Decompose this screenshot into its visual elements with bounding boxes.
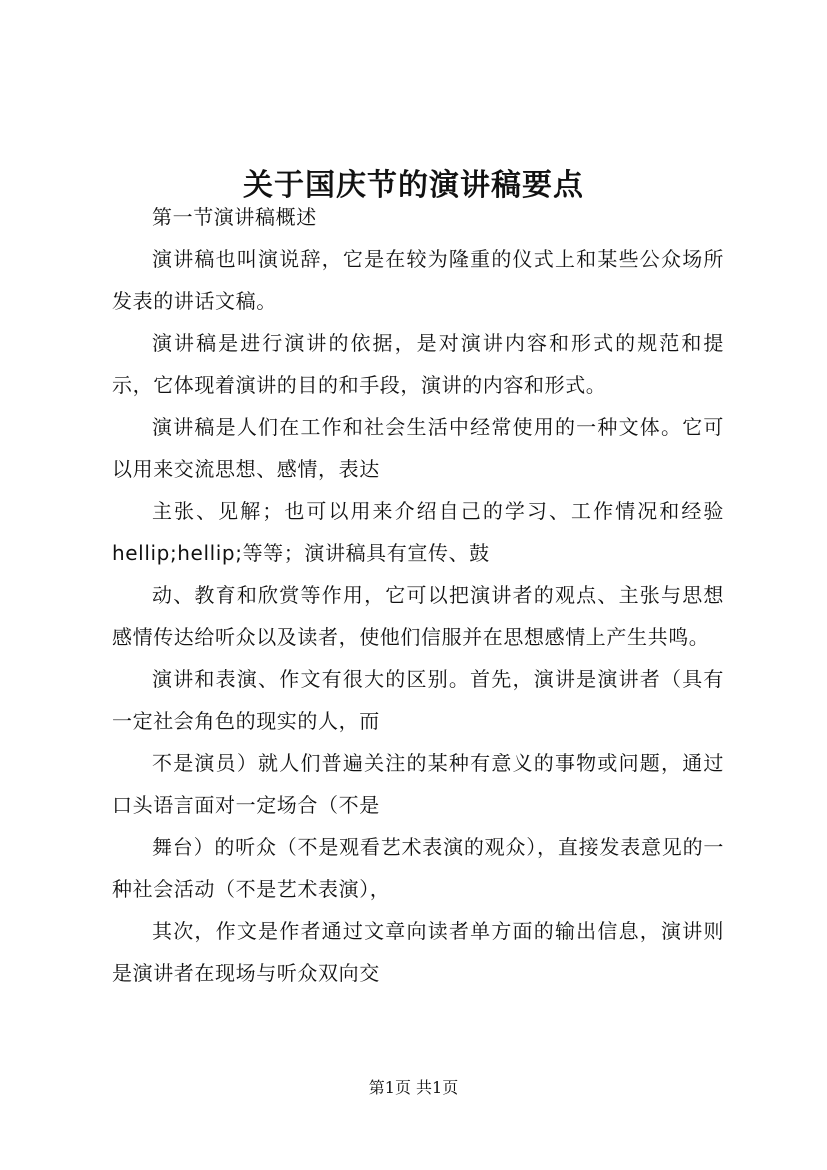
paragraph: 其次，作文是作者通过文章向读者单方面的输出信息，演讲则是演讲者在现场与听众双向交 xyxy=(112,919,724,985)
document-title: 关于国庆节的演讲稿要点 xyxy=(243,168,584,204)
paragraph: 不是演员）就人们普遍关注的某种有意义的事物或问题，通过口头语言面对一定场合（不是 xyxy=(112,751,724,817)
paragraph: 演讲稿是进行演讲的依据，是对演讲内容和形式的规范和提示，它体现着演讲的目的和手段，演讲的内容和形式。 xyxy=(112,331,724,397)
paragraph: 演讲稿是人们在工作和社会生活中经常使用的一种文体。它可以用来交流思想、感情，表达 xyxy=(112,415,724,481)
document-body xyxy=(112,196,724,994)
paragraph: 动、教育和欣赏等作用，它可以把演讲者的观点、主张与思想感情传达给听众以及读者，使他们信服并在思想感情上产生共鸣。 xyxy=(112,583,724,649)
paragraph: 演讲稿也叫演说辞，它是在较为隆重的仪式上和某些公众场所发表的讲话文稿。 xyxy=(112,247,724,313)
paragraph: 演讲和表演、作文有很大的区别。首先，演讲是演讲者（具有一定社会角色的现实的人，而 xyxy=(112,667,724,733)
page-footer: 第1页 共1页 xyxy=(368,1078,459,1097)
paragraph: 主张、见解；也可以用来介绍自己的学习、工作情况和经验hellip;hellip;等等；演讲稿具有宣传、鼓 xyxy=(112,499,724,565)
paragraph: 第一节演讲稿概述 xyxy=(152,205,317,229)
paragraph: 舞台）的听众（不是观看艺术表演的观众），直接发表意见的一种社会活动（不是艺术表演）， xyxy=(112,835,724,901)
